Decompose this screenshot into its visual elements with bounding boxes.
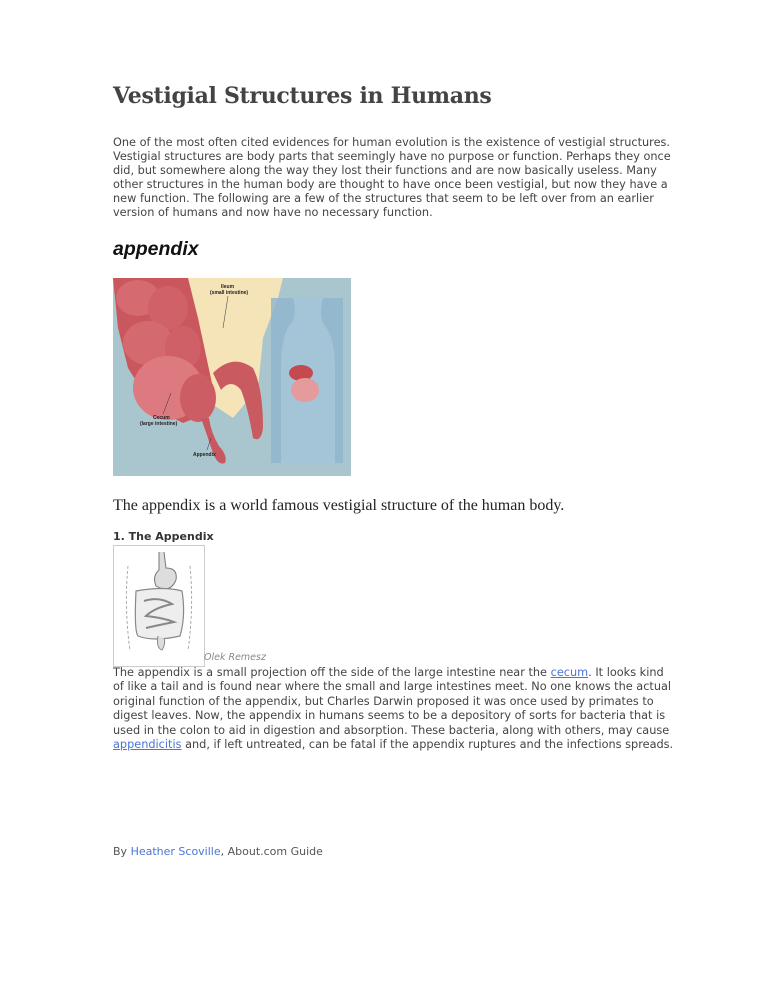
section-heading: appendix [113,238,199,260]
byline-suffix: , About.com Guide [220,845,323,858]
svg-text:Cecum: Cecum [153,415,170,421]
body-text-3: and, if left untreated, can be fatal if the appendix ruptures and the infections spreads. [181,738,674,752]
digestive-system-icon [114,546,204,666]
hero-caption: The appendix is a world famous vestigial structure of the human body. [113,497,565,514]
body-text-2: . It looks kind of like a tail and is found near where the small and large intestines meet. No one knows the actual original function of the appendix, but Charles Darwin proposed it was once used by primates to digest leaves. Now, the appendix in humans seems to be a depository of sorts for bacteria that is used in the colon to aid in digestion and absorption. These bacteria, along with others, may cause [113,666,672,737]
anatomy-illustration-icon [113,278,351,476]
author-link[interactable]: Heather Scoville [130,845,221,858]
page-title: Vestigial Structures in Humans [113,83,492,109]
appendix-description [113,666,678,752]
svg-text:(small intestine): (small intestine) [210,290,249,296]
digestive-system-figure [113,545,205,667]
subheading-appendix: 1. The Appendix [113,530,214,543]
svg-text:(large intestine): (large intestine) [140,421,178,427]
intro-paragraph: One of the most often cited evidences for human evolution is the existence of vestigial structures. Vestigial structures are body parts that seemingly have no purpose or function. Perhaps they once did, but somewhere along the way they lost their functions and are now basically useless. Many other structures in the human body are thought to have once been vestigial, but now they have a new function. The following are a few of the structures that seem to be left over from an earlier version of humans and now have no necessary function. [113,136,671,219]
appendix-anatomy-image [113,278,351,476]
cecum-link[interactable]: cecum [550,666,589,679]
figure-credit: Olek Remesz [204,652,266,663]
byline-prefix: By [113,845,131,858]
appendicitis-link[interactable]: appendicitis [113,738,182,752]
svg-text:Ileum: Ileum [221,284,235,290]
byline [113,845,323,858]
svg-text:Appendix: Appendix [193,452,216,458]
body-text-1: The appendix is a small projection off the side of the large intestine near the [113,666,551,679]
